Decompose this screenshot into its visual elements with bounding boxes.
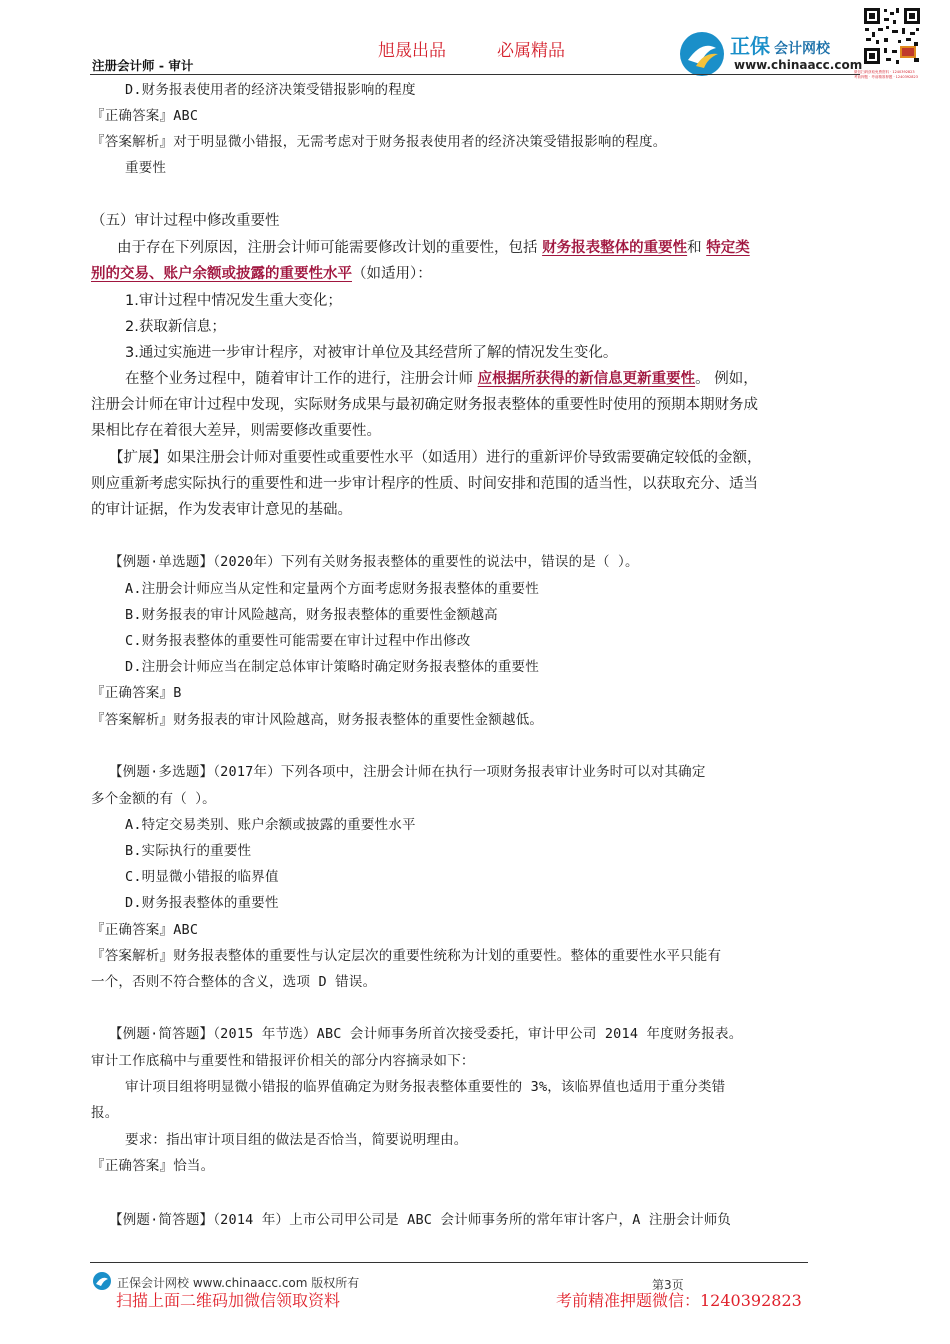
answer-line: 『正确答案』ABC: [91, 108, 199, 124]
paragraph-2-line-1: [125, 369, 758, 389]
course-title: 注册会计师 - 审计: [92, 58, 194, 73]
logo-sub-text: 会计网校: [774, 41, 830, 57]
question-1-option-c: C.财务报表整体的重要性可能需要在审计过程中作出修改: [125, 633, 471, 649]
header-slogan-right: 必属精品: [497, 41, 565, 61]
question-2-stem-line-1: 【例题·多选题】（2017年）下列各项中，注册会计师在执行一项财务报表审计业务时可以对其确定: [109, 764, 706, 780]
paragraph-1-line-2: [91, 264, 432, 284]
question-1-answer: 『正确答案』B: [91, 685, 182, 701]
p1-text-c: （如适用）：: [352, 266, 432, 282]
paragraph-2-line-2: 注册会计师在审计过程中发现，实际财务成果与最初确定财务报表整体的重要性时使用的预期本期财务成: [91, 397, 758, 413]
p1-highlight-2a: 特定类: [706, 240, 750, 256]
question-3-requirement: 要求：指出审计项目组的做法是否恰当，简要说明理由。: [125, 1132, 468, 1148]
question-1-option-a: A.注册会计师应当从定性和定量两个方面考虑财务报表整体的重要性: [125, 581, 539, 597]
p2-text-a: 在整个业务过程中，随着审计工作的进行，注册会计师: [125, 371, 478, 387]
question-3-stem-line-3: 审计项目组将明显微小错报的临界值确定为财务报表整体重要性的 3%，该临界值也适用于重分类错: [125, 1079, 726, 1095]
qr-code-icon: [854, 6, 922, 86]
extension-line-1: 【扩展】如果注册会计师对重要性或重要性水平（如适用）进行的重新评价导致需要确定较低的金额，: [109, 450, 762, 466]
question-2-explanation-line-2: 一个，否则不符合整体的含义，选项 D 错误。: [91, 974, 377, 990]
extension-line-2: 则应重新考虑实际执行的重要性和进一步审计程序的性质、时间安排和范围的适当性，以获取充分、适当: [91, 476, 758, 492]
qr-caption-line-1: 微信扫码获取免费资料 · 1240392823: [854, 70, 915, 74]
footer-promo-right: 考前精准押题微信：1240392823: [556, 1291, 802, 1310]
section-heading: （五）审计过程中修改重要性: [91, 213, 280, 229]
footer-rule: [90, 1262, 808, 1263]
question-2-stem-line-2: 多个金额的有（ ）。: [91, 791, 216, 807]
p1-highlight-2b: 别的交易、账户余额或披露的重要性水平: [91, 266, 352, 282]
keyword-line: 重要性: [125, 160, 167, 176]
question-2-option-c: C.明显微小错报的临界值: [125, 869, 279, 885]
list-item-2: 2.获取新信息；: [125, 319, 226, 335]
paragraph-1-line-1: [117, 238, 750, 258]
option-d-line: D.财务报表使用者的经济决策受错报影响的程度: [125, 82, 416, 98]
logo-name-text: 正保: [730, 34, 770, 58]
footer-copyright: 正保会计网校 www.chinaacc.com 版权所有: [117, 1276, 360, 1290]
paragraph-2-line-3: 果相比存在着很大差异，则需要修改重要性。: [91, 423, 381, 439]
qr-caption: [854, 70, 934, 80]
list-item-3: 3.通过实施进一步审计程序，对被审计单位及其经营所了解的情况发生变化。: [125, 345, 618, 361]
qr-caption-line-2: 考前押题 · 考前精准押题 · 1240392823: [854, 75, 918, 79]
p2-highlight: 应根据所获得的新信息更新重要性: [477, 371, 696, 387]
header-slogan-left: 旭晟出品: [378, 41, 446, 61]
list-item-1: 1.审计过程中情况发生重大变化；: [125, 293, 342, 309]
question-1-option-d: D.注册会计师应当在制定总体审计策略时确定财务报表整体的重要性: [125, 659, 539, 675]
chinaacc-logo-icon: [678, 30, 726, 78]
explanation-line: 『答案解析』对于明显微小错报，无需考虑对于财务报表使用者的经济决策受错报影响的程度。: [91, 134, 667, 150]
extension-line-3: 的审计证据，作为发表审计意见的基础。: [91, 502, 352, 518]
p1-text-a: 由于存在下列原因，注册会计师可能需要修改计划的重要性，包括: [117, 240, 543, 256]
question-3-answer: 『正确答案』恰当。: [91, 1158, 215, 1174]
question-1-stem: 【例题·单选题】（2020年）下列有关财务报表整体的重要性的说法中，错误的是（ ）。: [109, 554, 639, 570]
question-3-stem-line-4: 报。: [91, 1105, 119, 1121]
question-2-option-a: A.特定交易类别、账户余额或披露的重要性水平: [125, 817, 416, 833]
p1-highlight-1: 财务报表整体的重要性: [542, 240, 688, 256]
footer-logo-icon: [92, 1271, 112, 1291]
logo-name: [730, 30, 830, 59]
question-1-option-b: B.财务报表的审计风险越高，财务报表整体的重要性金额越高: [125, 607, 498, 623]
question-2-option-d: D.财务报表整体的重要性: [125, 895, 279, 911]
question-2-option-b: B.实际执行的重要性: [125, 843, 252, 859]
footer-page-number: 第3页: [652, 1278, 684, 1292]
header-rule: [90, 74, 860, 75]
p1-text-b: 和: [687, 240, 707, 256]
question-3-stem-line-1: 【例题·简答题】（2015 年节选）ABC 会计师事务所首次接受委托，审计甲公司 2014 年度财务报表。: [109, 1026, 743, 1042]
question-2-explanation-line-1: 『答案解析』财务报表整体的重要性与认定层次的重要性统称为计划的重要性。整体的重要性水平只能有: [91, 948, 722, 964]
question-4-stem-line-1: 【例题·简答题】（2014 年）上市公司甲公司是 ABC 会计师事务所的常年审计客户，A 注册会计师负: [109, 1212, 732, 1228]
question-2-answer: 『正确答案』ABC: [91, 922, 199, 938]
footer-promo-left: 扫描上面二维码加微信领取资料: [116, 1291, 341, 1310]
question-1-explanation: 『答案解析』财务报表的审计风险越高，财务报表整体的重要性金额越低。: [91, 712, 544, 728]
logo-url: www.chinaacc.com: [734, 58, 863, 72]
p2-text-b: 。 例如，: [695, 371, 758, 387]
question-3-stem-line-2: 审计工作底稿中与重要性和错报评价相关的部分内容摘录如下：: [91, 1053, 475, 1069]
